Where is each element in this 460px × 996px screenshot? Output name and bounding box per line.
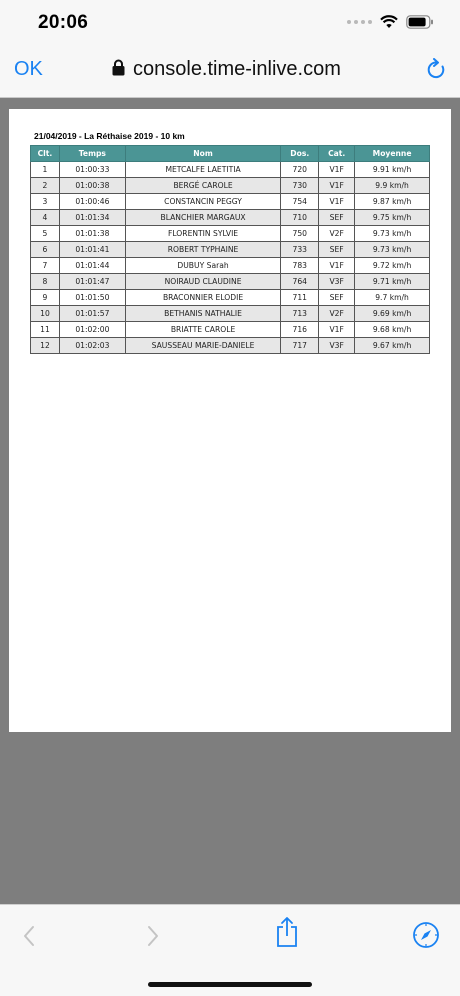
table-row: [31, 226, 430, 242]
reload-icon[interactable]: [426, 58, 446, 85]
bib-cell: 716: [281, 322, 319, 338]
name-cell: METCALFE LAETITIA: [125, 162, 281, 178]
url-text: console.time-inlive.com: [133, 58, 341, 80]
bib-cell: 713: [281, 306, 319, 322]
average-cell: 9.69 km/h: [355, 306, 430, 322]
battery-icon: [406, 15, 434, 29]
back-arrow-icon[interactable]: [22, 925, 36, 952]
bib-cell: 783: [281, 258, 319, 274]
category-cell: V1F: [319, 322, 355, 338]
name-cell: CONSTANCIN PEGGY: [125, 194, 281, 210]
rank-cell: 8: [31, 274, 60, 290]
time-cell: 01:00:38: [59, 178, 125, 194]
col-category-header: Cat.: [319, 146, 355, 162]
rank-cell: 2: [31, 178, 60, 194]
home-indicator: [148, 982, 312, 987]
rank-cell: 11: [31, 322, 60, 338]
document-title: 21/04/2019 - La Réthaise 2019 - 10 km: [34, 131, 185, 141]
bib-cell: 754: [281, 194, 319, 210]
average-cell: 9.67 km/h: [355, 338, 430, 354]
name-cell: BLANCHIER MARGAUX: [125, 210, 281, 226]
average-cell: 9.87 km/h: [355, 194, 430, 210]
name-cell: NOIRAUD CLAUDINE: [125, 274, 281, 290]
bib-cell: 764: [281, 274, 319, 290]
forward-arrow-icon[interactable]: [146, 925, 160, 952]
bib-cell: 710: [281, 210, 319, 226]
results-table: [30, 145, 430, 354]
average-cell: 9.68 km/h: [355, 322, 430, 338]
table-row: [31, 306, 430, 322]
average-cell: 9.9 km/h: [355, 178, 430, 194]
category-cell: V1F: [319, 178, 355, 194]
status-time: 20:06: [38, 12, 89, 33]
average-cell: 9.73 km/h: [355, 226, 430, 242]
time-cell: 01:00:33: [59, 162, 125, 178]
table-row: [31, 290, 430, 306]
average-cell: 9.71 km/h: [355, 274, 430, 290]
category-cell: V1F: [319, 194, 355, 210]
table-row: [31, 322, 430, 338]
category-cell: V2F: [319, 226, 355, 242]
col-bib-header: Dos.: [281, 146, 319, 162]
table-row: [31, 274, 430, 290]
table-row: [31, 194, 430, 210]
name-cell: BRIATTE CAROLE: [125, 322, 281, 338]
browser-header: [0, 0, 460, 98]
wifi-icon: [380, 15, 398, 29]
share-icon[interactable]: [275, 916, 299, 953]
col-time-header: Temps: [59, 146, 125, 162]
bib-cell: 733: [281, 242, 319, 258]
table-row: [31, 242, 430, 258]
name-cell: FLORENTIN SYLVIE: [125, 226, 281, 242]
time-cell: 01:02:00: [59, 322, 125, 338]
category-cell: V1F: [319, 162, 355, 178]
name-cell: SAUSSEAU MARIE-DANIELE: [125, 338, 281, 354]
signal-dots-icon: [347, 20, 372, 24]
average-cell: 9.73 km/h: [355, 242, 430, 258]
time-cell: 01:02:03: [59, 338, 125, 354]
table-row: [31, 178, 430, 194]
table-row: [31, 258, 430, 274]
category-cell: V3F: [319, 274, 355, 290]
time-cell: 01:01:38: [59, 226, 125, 242]
rank-cell: 1: [31, 162, 60, 178]
rank-cell: 10: [31, 306, 60, 322]
rank-cell: 3: [31, 194, 60, 210]
name-cell: ROBERT TYPHAINE: [125, 242, 281, 258]
category-cell: SEF: [319, 290, 355, 306]
name-cell: BETHANIS NATHALIE: [125, 306, 281, 322]
address-bar[interactable]: [112, 58, 341, 81]
category-cell: V2F: [319, 306, 355, 322]
name-cell: BERGÉ CAROLE: [125, 178, 281, 194]
rank-cell: 9: [31, 290, 60, 306]
rank-cell: 7: [31, 258, 60, 274]
category-cell: SEF: [319, 242, 355, 258]
rank-cell: 5: [31, 226, 60, 242]
time-cell: 01:01:44: [59, 258, 125, 274]
table-row: [31, 162, 430, 178]
average-cell: 9.7 km/h: [355, 290, 430, 306]
bib-cell: 717: [281, 338, 319, 354]
compass-icon[interactable]: [412, 921, 440, 954]
time-cell: 01:01:57: [59, 306, 125, 322]
time-cell: 01:01:41: [59, 242, 125, 258]
time-cell: 01:01:50: [59, 290, 125, 306]
lock-icon: [112, 59, 125, 81]
average-cell: 9.75 km/h: [355, 210, 430, 226]
status-icons: [347, 15, 434, 29]
bib-cell: 711: [281, 290, 319, 306]
rank-cell: 4: [31, 210, 60, 226]
col-name-header: Nom: [125, 146, 281, 162]
rank-cell: 12: [31, 338, 60, 354]
average-cell: 9.72 km/h: [355, 258, 430, 274]
rank-cell: 6: [31, 242, 60, 258]
bib-cell: 720: [281, 162, 319, 178]
time-cell: 01:01:34: [59, 210, 125, 226]
bib-cell: 730: [281, 178, 319, 194]
col-rank-header: Clt.: [31, 146, 60, 162]
table-header-row: [31, 146, 430, 162]
col-average-header: Moyenne: [355, 146, 430, 162]
table-row: [31, 338, 430, 354]
time-cell: 01:00:46: [59, 194, 125, 210]
time-cell: 01:01:47: [59, 274, 125, 290]
name-cell: BRACONNIER ELODIE: [125, 290, 281, 306]
category-cell: V1F: [319, 258, 355, 274]
category-cell: V3F: [319, 338, 355, 354]
table-row: [31, 210, 430, 226]
category-cell: SEF: [319, 210, 355, 226]
name-cell: DUBUY Sarah: [125, 258, 281, 274]
average-cell: 9.91 km/h: [355, 162, 430, 178]
bib-cell: 750: [281, 226, 319, 242]
ok-button[interactable]: OK: [14, 58, 43, 80]
